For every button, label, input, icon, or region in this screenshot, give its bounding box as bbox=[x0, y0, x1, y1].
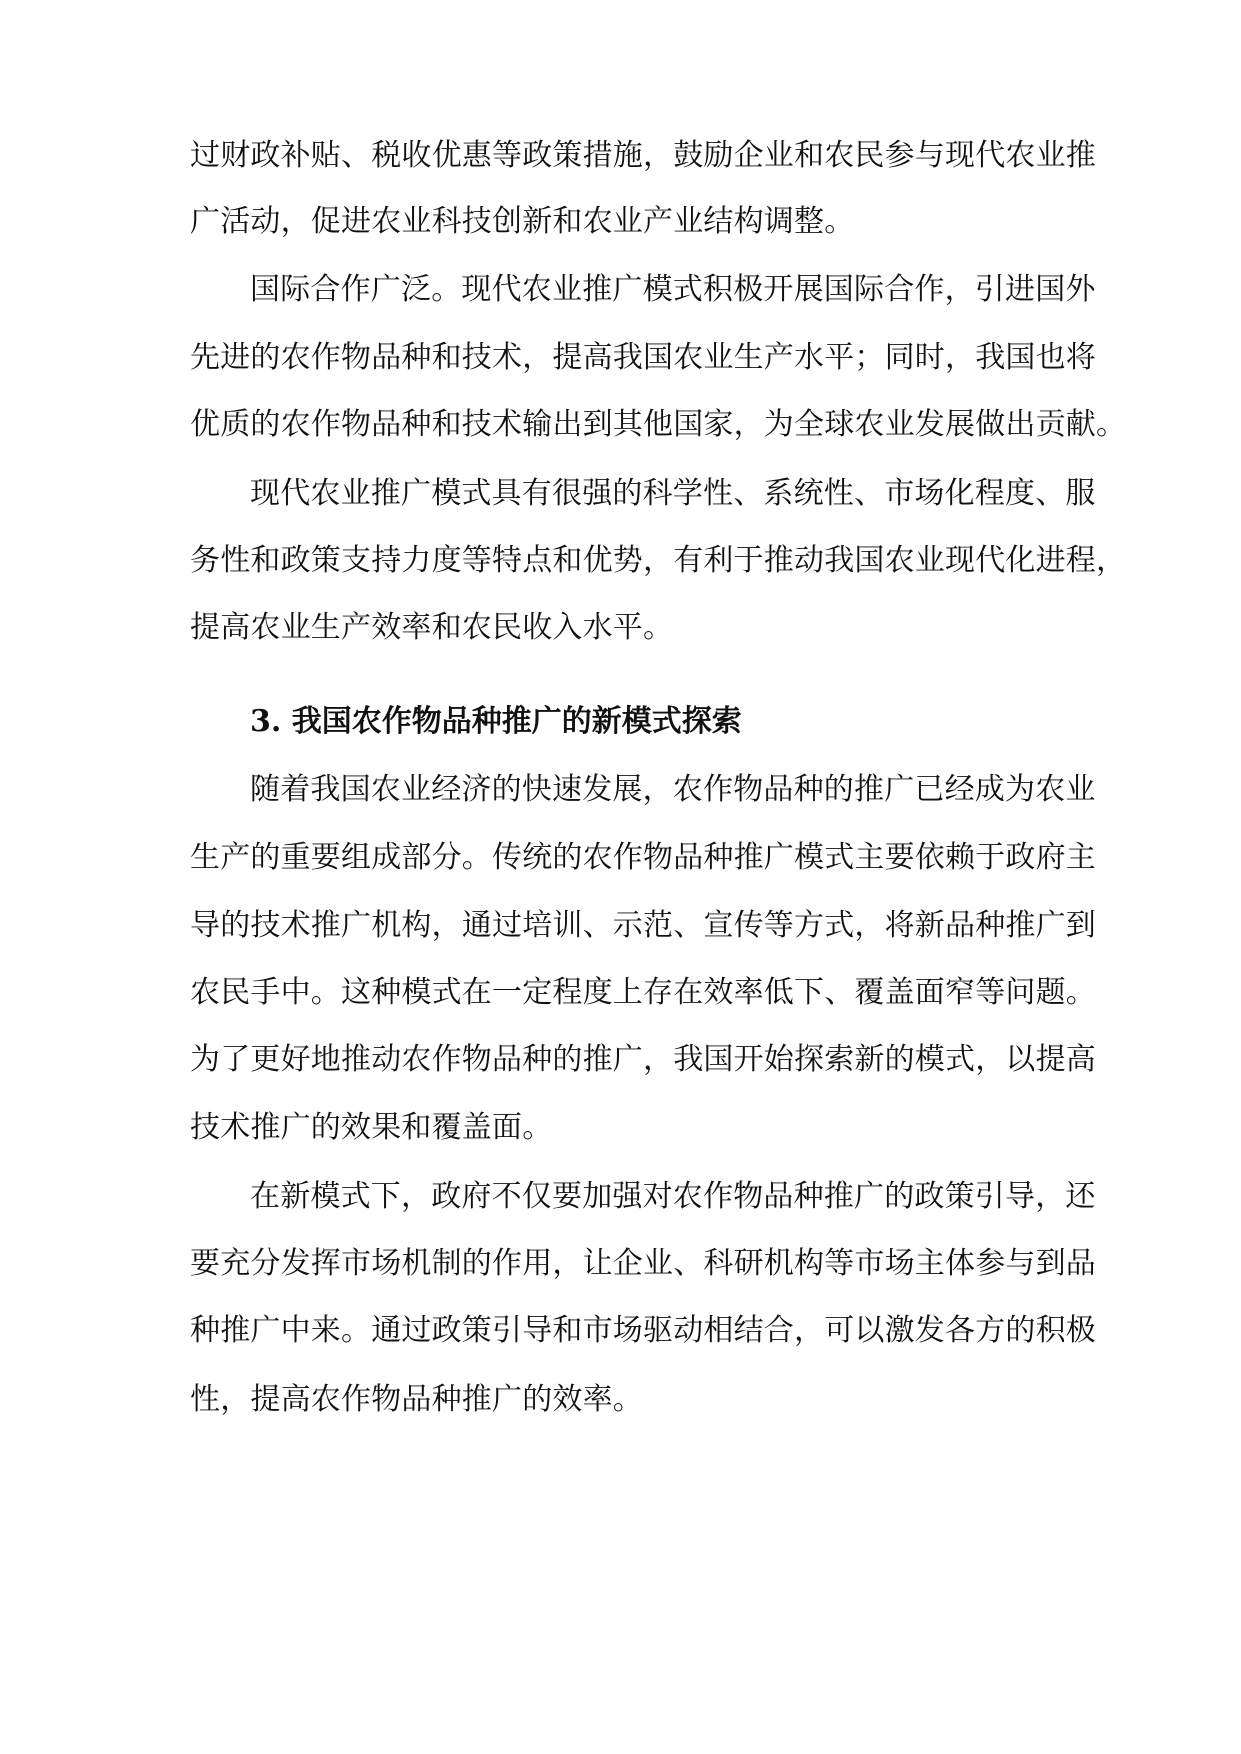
paragraph-line: 先进的农作物品种和技术，提高我国农业生产水平；同时，我国也将 bbox=[190, 340, 1096, 375]
paragraph-line: 在新模式下，政府不仅要加强对农作物品种推广的政策引导，还 bbox=[250, 1179, 1096, 1214]
section-heading: 3. 我国农作物品种推广的新模式探索 bbox=[250, 704, 742, 739]
paragraph-line: 要充分发挥市场机制的作用，让企业、科研机构等市场主体参与到品 bbox=[190, 1246, 1096, 1281]
paragraph-line: 导的技术推广机构，通过培训、示范、宣传等方式，将新品种推广到 bbox=[190, 908, 1096, 943]
paragraph-line: 过财政补贴、税收优惠等政策措施，鼓励企业和农民参与现代农业推 bbox=[190, 138, 1096, 173]
paragraph-line: 为了更好地推动农作物品种的推广，我国开始探索新的模式，以提高 bbox=[190, 1042, 1096, 1077]
paragraph-line: 随着我国农业经济的快速发展，农作物品种的推广已经成为农业 bbox=[250, 772, 1096, 807]
paragraph-line: 生产的重要组成部分。传统的农作物品种推广模式主要依赖于政府主 bbox=[190, 840, 1096, 875]
paragraph-line: 农民手中。这种模式在一定程度上存在效率低下、覆盖面窄等问题。 bbox=[190, 975, 1096, 1010]
paragraph-line: 国际合作广泛。现代农业推广模式积极开展国际合作，引进国外 bbox=[250, 272, 1096, 307]
paragraph-line: 现代农业推广模式具有很强的科学性、系统性、市场化程度、服 bbox=[250, 476, 1096, 511]
paragraph-line: 广活动，促进农业科技创新和农业产业结构调整。 bbox=[190, 204, 855, 239]
paragraph-line: 性，提高农作物品种推广的效率。 bbox=[190, 1382, 643, 1417]
paragraph-line: 优质的农作物品种和技术输出到其他国家，为全球农业发展做出贡献。 bbox=[190, 407, 1127, 442]
paragraph-line: 提高农业生产效率和农民收入水平。 bbox=[190, 610, 674, 645]
paragraph-line: 务性和政策支持力度等特点和优势，有利于推动我国农业现代化进程， bbox=[190, 543, 1127, 578]
paragraph-line: 种推广中来。通过政策引导和市场驱动相结合，可以激发各方的积极 bbox=[190, 1313, 1096, 1348]
paragraph-line: 技术推广的效果和覆盖面。 bbox=[190, 1110, 553, 1145]
